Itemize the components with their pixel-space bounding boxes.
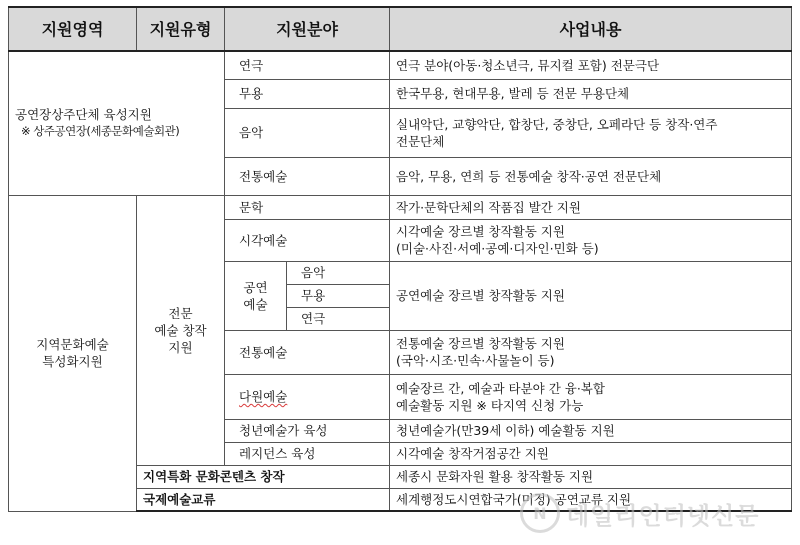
type-line: 전문 <box>168 305 193 321</box>
section2-area <box>9 195 137 511</box>
field-cell: 전통예술 <box>225 157 390 195</box>
sub-field-cell: 무용 <box>287 284 390 307</box>
type-line: 예술 창작 <box>154 322 207 338</box>
header-field: 지원분야 <box>225 7 390 51</box>
section2-area-title-2: 특성화지원 <box>42 354 103 369</box>
type-cell: 국제예술교류 <box>137 488 390 511</box>
header-area: 지원영역 <box>9 7 137 51</box>
content-cell <box>390 374 792 419</box>
field-cell: 청년예술가 육성 <box>225 419 390 442</box>
content-cell: 연극 분야(아동·청소년극, 뮤지컬 포함) 전문극단 <box>390 51 792 79</box>
header-type: 지원유형 <box>137 7 225 51</box>
support-table <box>8 6 792 512</box>
content-cell: 청년예술가(만39세 이하) 예술활동 지원 <box>390 419 792 442</box>
type-line: 지원 <box>168 339 193 355</box>
header-content: 사업내용 <box>390 7 792 51</box>
table-header-row <box>9 7 792 51</box>
content-cell: 세계행정도시연합국가(미정) 공연교류 지원 <box>390 488 792 511</box>
content-cell <box>390 219 792 261</box>
sub-field-cell: 연극 <box>287 307 390 330</box>
field-cell: 전통예술 <box>225 330 390 374</box>
content-cell: 한국무용, 현대무용, 발레 등 전문 무용단체 <box>390 79 792 108</box>
section1-area-note: ※ 상주공연장(세종문화예술회관) <box>21 124 180 139</box>
content-line: 예술활동 지원 ※ 타지역 신청 가능 <box>396 397 584 413</box>
content-cell: 음악, 무용, 연희 등 전통예술 창작·공연 전문단체 <box>390 157 792 195</box>
content-line: 예술장르 간, 예술과 타분야 간 융·복합 <box>396 380 605 396</box>
section2-area-title-1: 지역문화예술 <box>36 337 109 352</box>
field-cell: 음악 <box>225 108 390 157</box>
type-cell: 지역특화 문화콘텐츠 창작 <box>137 465 390 488</box>
content-line: 실내악단, 교향악단, 합창단, 중창단, 오페라단 등 창작·연주 <box>396 116 718 132</box>
watermark-text: 데일리인터넷신문 <box>566 501 760 530</box>
content-cell: 작가·문학단체의 작품집 발간 지원 <box>390 195 792 219</box>
field-cell: 시각예술 <box>225 219 390 261</box>
field-cell: 레지던스 육성 <box>225 442 390 465</box>
group-line: 공연 <box>243 279 268 295</box>
content-line: 전통예술 장르별 창작활동 지원 <box>396 336 565 351</box>
content-line: 시각예술 장르별 창작활동 지원 <box>396 224 565 239</box>
content-line: 전문단체 <box>396 133 445 149</box>
field-cell: 연극 <box>225 51 390 79</box>
watermark-logo-icon: N <box>520 493 560 533</box>
sub-field-cell: 음악 <box>287 261 390 284</box>
section2-type <box>137 195 225 465</box>
field-cell: 문학 <box>225 195 390 219</box>
field-cell <box>225 374 390 419</box>
section1-area-title: 공연장상주단체 육성지원 <box>15 107 152 123</box>
content-cell <box>390 108 792 157</box>
field-text: 다원예술 <box>239 389 288 404</box>
section1-area <box>9 51 225 195</box>
content-line: (국악·시조·민속·사물놀이 등) <box>396 353 555 368</box>
content-cell: 시각예술 창작거점공간 지원 <box>390 442 792 465</box>
group-line: 예술 <box>243 296 268 312</box>
content-cell <box>390 330 792 374</box>
content-cell: 세종시 문화자원 활용 창작활동 지원 <box>390 465 792 488</box>
table-row <box>9 195 792 219</box>
performing-group <box>225 261 287 330</box>
content-line: (미술·사진·서예·공예·디자인·민화 등) <box>396 241 599 256</box>
field-cell: 무용 <box>225 79 390 108</box>
content-cell: 공연예술 장르별 창작활동 지원 <box>390 261 792 330</box>
table-row <box>9 51 792 79</box>
